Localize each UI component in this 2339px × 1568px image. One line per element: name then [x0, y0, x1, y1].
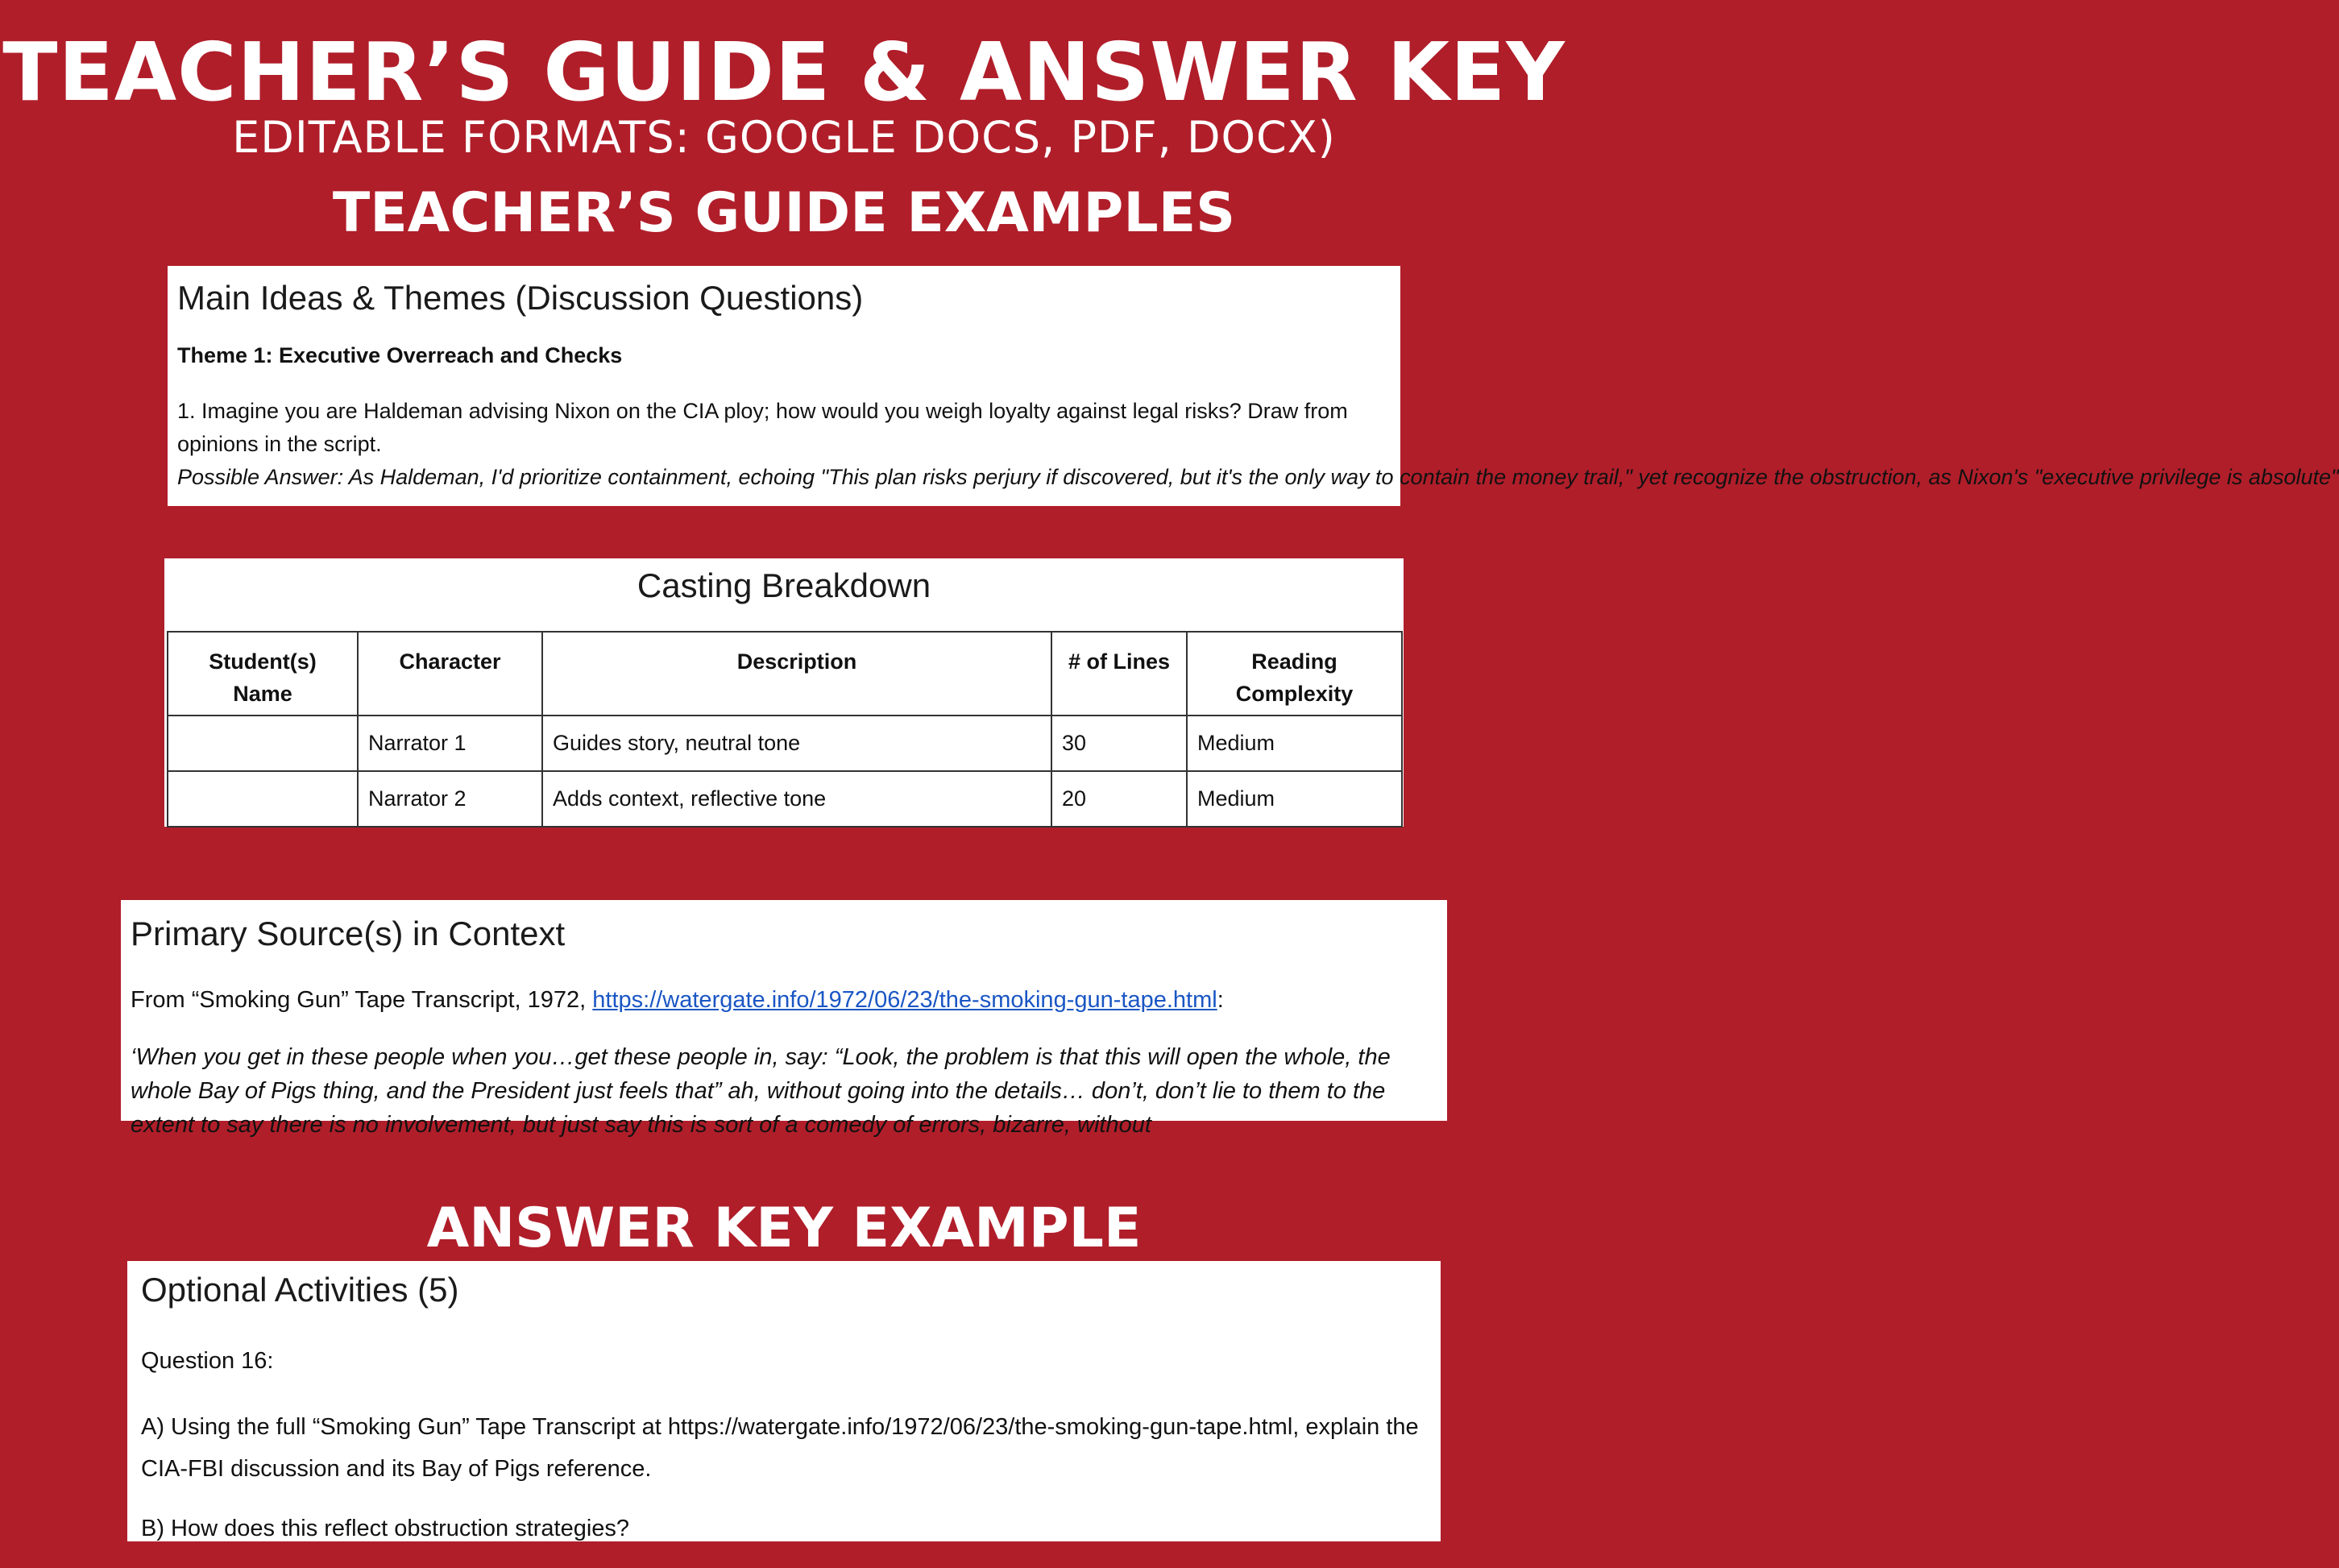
column-header-complexity: Reading Complexity [1187, 632, 1402, 716]
column-header-lines: # of Lines [1051, 632, 1187, 716]
casting-card-title: Casting Breakdown [637, 566, 931, 604]
source-quote: ‘When you get in these people when you…get these people in, say: “Look, the problem is that this will open the whole, the whole Bay of Pigs thing, and the President just feels that” ah, without going into the details… don’t, don’t lie to them to the extent to say there is no involvement, but just say this is sort of a comedy of errors, bizarre, without [131, 1044, 1391, 1138]
optional-activities-card [127, 1261, 1441, 1541]
source-citation-colon: : [1217, 987, 1224, 1013]
section-heading-guide: TEACHER’S GUIDE EXAMPLES [332, 181, 1236, 245]
column-header-description: Description [542, 632, 1051, 716]
question-part-a: A) Using the full “Smoking Gun” Tape Transcript at https://watergate.info/1972/06/23/the-smoking-gun-tape.html, explain the CIA-FBI discussion and its Bay of Pigs reference. [141, 1414, 1419, 1482]
themes-card [168, 266, 2339, 506]
cell-student[interactable] [168, 771, 358, 827]
primary-source-card [121, 900, 1447, 1138]
casting-card [164, 558, 1404, 827]
cell-lines: 30 [1051, 716, 1187, 771]
primary-source-title: Primary Source(s) in Context [131, 915, 566, 952]
casting-table [167, 631, 1403, 828]
cell-complexity: Medium [1187, 771, 1402, 827]
cell-description: Guides story, neutral tone [542, 716, 1051, 771]
cell-character: Narrator 1 [358, 716, 542, 771]
discussion-question: 1. Imagine you are Haldeman advising Nixon on the CIA ploy; how would you weigh loyalty against legal risks? Draw from opinions in the script. [177, 399, 1348, 456]
optional-activities-title: Optional Activities (5) [141, 1271, 459, 1309]
table-row [168, 716, 1402, 771]
table-header-row [168, 632, 1402, 716]
cell-lines: 20 [1051, 771, 1187, 827]
themes-card-title: Main Ideas & Themes (Discussion Questions) [177, 279, 864, 317]
column-header-student: Student(s) Name [168, 632, 358, 716]
table-row [168, 771, 1402, 827]
cell-complexity: Medium [1187, 716, 1402, 771]
theme-heading: Theme 1: Executive Overreach and Checks [177, 343, 623, 367]
source-citation [131, 987, 1224, 1014]
column-header-character: Character [358, 632, 542, 716]
cell-description: Adds context, reflective tone [542, 771, 1051, 827]
source-link[interactable]: https://watergate.info/1972/06/23/the-smoking-gun-tape.html [592, 987, 1217, 1013]
formats-subtitle: EDITABLE FORMATS: GOOGLE DOCS, PDF, DOCX) [232, 112, 1336, 163]
cell-character: Narrator 2 [358, 771, 542, 827]
question-part-b: B) How does this reflect obstruction strategies? [141, 1516, 630, 1541]
section-heading-answer-key: ANSWER KEY EXAMPLE [426, 1197, 1142, 1260]
question-number: Question 16: [141, 1348, 274, 1374]
page-title: TEACHER’S GUIDE & ANSWER KEY [2, 25, 1566, 119]
source-citation-text: From “Smoking Gun” Tape Transcript, 1972, [131, 987, 593, 1013]
cell-student[interactable] [168, 716, 358, 771]
possible-answer: Possible Answer: As Haldeman, I'd prioritize containment, echoing "This plan risks perjury if discovered, but it's the only way to contain the money trail," yet recognize the obstruction, as Nixon's "executive privilege is absolute" [177, 465, 2339, 489]
